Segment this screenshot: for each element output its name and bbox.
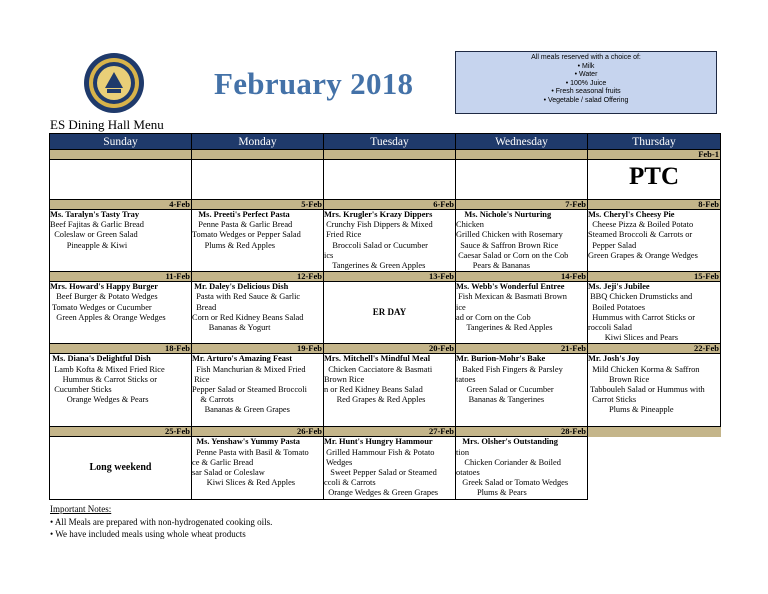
- menu-cell: [324, 354, 456, 427]
- important-notes: [50, 503, 272, 541]
- menu-subtitle: ES Dining Hall Menu: [50, 117, 164, 132]
- special-day-label: Long weekend: [89, 461, 152, 473]
- meal-title: Mrs. Mitchell's Mindful Meal: [324, 354, 431, 364]
- meal-item: Bananas & Yogurt: [192, 323, 271, 333]
- date-label: 11-Feb: [50, 272, 192, 282]
- meal-item: Green Apples & Orange Wedges: [50, 312, 166, 322]
- beverage-note-line: • Water: [574, 71, 598, 79]
- menu-cell: [324, 210, 456, 272]
- meal-item: Hummus & Carrot Sticks or: [50, 374, 158, 384]
- beverage-note-line: • Fresh seasonal fruits: [551, 88, 621, 96]
- meal-item: Sauce & Saffron Brown Rice: [456, 240, 559, 250]
- meal-item: Greek Salad or Tomato Wedges: [456, 478, 569, 488]
- date-label: 22-Feb: [588, 344, 721, 354]
- meal-item: Pepper Salad or Steamed Broccoli: [192, 385, 307, 395]
- menu-cell: [192, 354, 324, 427]
- meal-item: Green Grapes & Orange Wedges: [588, 250, 698, 260]
- meal-item: ics: [324, 250, 334, 260]
- meal-item: Crunchy Fish Dippers & Mixed: [324, 220, 433, 230]
- menu-cell: [456, 210, 588, 272]
- meal-title: Mr. Daley's Delicious Dish: [192, 282, 289, 292]
- meal-item: Kiwi Slices & Red Apples: [192, 478, 296, 488]
- date-label: 5-Feb: [192, 200, 324, 210]
- meal-title: Mrs. Howard's Happy Burger: [50, 282, 158, 292]
- menu-row: [50, 282, 721, 344]
- menu-cell: [192, 210, 324, 272]
- menu-cell: [192, 160, 324, 200]
- meal-item: Sweet Pepper Salad or Steamed: [324, 468, 437, 478]
- meal-item: Fish Manchurian & Mixed Fried: [192, 364, 306, 374]
- meal-item: Beef Burger & Potato Wedges: [50, 292, 158, 302]
- meal-item: BBQ Chicken Drumsticks and: [588, 292, 693, 302]
- meal-item: ccoli & Carrots: [324, 478, 376, 488]
- meal-item: Beef Fajitas & Garlic Bread: [50, 220, 144, 230]
- menu-calendar: [49, 133, 721, 500]
- meal-item: Kiwi Slices and Pears: [588, 333, 679, 343]
- meal-item: Plums & Pineapple: [588, 405, 674, 415]
- date-row: [50, 200, 721, 210]
- date-label: 14-Feb: [456, 272, 588, 282]
- empty-cell: [588, 437, 721, 499]
- beverage-note-line: All meals reserved with a choice of:: [531, 54, 641, 61]
- meal-item: Chicken Coriander & Boiled: [456, 457, 561, 467]
- meal-item: Green Salad or Cucumber: [456, 385, 554, 395]
- meal-item: roccoli Salad: [588, 323, 632, 333]
- meal-item: Pasta with Red Sauce & Garlic: [192, 292, 301, 302]
- meal-item: Grilled Hammour Fish & Potato: [324, 447, 435, 457]
- meal-item: Grilled Chicken with Rosemary: [456, 230, 563, 240]
- meal-item: Pears & Bananas: [456, 261, 530, 271]
- meal-item: Tomato Wedges or Cucumber: [50, 302, 152, 312]
- meal-item: Wedges: [324, 457, 353, 467]
- meal-item: Orange Wedges & Green Grapes: [324, 488, 439, 498]
- meal-item: Bananas & Green Grapes: [192, 405, 290, 415]
- meal-item: Tomato Wedges or Pepper Salad: [192, 230, 301, 240]
- menu-cell: [456, 282, 588, 344]
- meal-item: Broccoli Salad or Cucumber: [324, 240, 428, 250]
- date-label: 7-Feb: [456, 200, 588, 210]
- meal-item: Tangerines & Green Apples: [324, 261, 426, 271]
- menu-row: [50, 210, 721, 272]
- meal-item: Plums & Red Apples: [192, 240, 276, 250]
- special-day-cell: [588, 160, 721, 200]
- menu-cell: [50, 282, 192, 344]
- menu-cell: [588, 354, 721, 427]
- menu-row: [50, 354, 721, 427]
- menu-cell: [50, 354, 192, 427]
- menu-cell: [456, 437, 588, 499]
- meal-item: ad or Corn on the Cob: [456, 312, 531, 322]
- meal-title: Mr. Arturo's Amazing Feast: [192, 354, 293, 364]
- date-label: 8-Feb: [588, 200, 721, 210]
- menu-cell: [50, 160, 192, 200]
- weekday-header-tuesday: Tuesday: [324, 134, 456, 150]
- date-label: 19-Feb: [192, 344, 324, 354]
- meal-item: Cucumber Sticks: [50, 385, 112, 395]
- meal-item: Pepper Salad: [588, 240, 637, 250]
- meal-title: Ms. Nichole's Nurturing: [456, 210, 552, 219]
- meal-item: Carrot Sticks: [588, 395, 637, 405]
- date-label: Feb-1: [588, 150, 721, 160]
- weekday-header-thursday: Thursday: [588, 134, 721, 150]
- meal-item: n or Red Kidney Beans Salad: [324, 385, 423, 395]
- date-label: 21-Feb: [456, 344, 588, 354]
- date-row: [50, 150, 721, 160]
- meal-item: Brown Rice: [588, 374, 650, 384]
- meal-title: Ms. Webb's Wonderful Entree: [456, 282, 565, 292]
- notes-heading: Important Notes:: [50, 504, 112, 514]
- meal-title: Mrs. Krugler's Krazy Dippers: [324, 210, 433, 219]
- date-label: 28-Feb: [456, 427, 588, 437]
- meal-item: Chicken: [456, 220, 484, 230]
- weekday-header-row: [50, 134, 721, 150]
- menu-cell: [456, 354, 588, 427]
- date-label: 12-Feb: [192, 272, 324, 282]
- date-label: 26-Feb: [192, 427, 324, 437]
- date-label: 18-Feb: [50, 344, 192, 354]
- meal-item: Mild Chicken Korma & Saffron: [588, 364, 700, 374]
- meal-item: Bananas & Tangerines: [456, 395, 545, 405]
- meal-item: Tabbouleh Salad or Hummus with: [588, 385, 705, 395]
- meal-item: Bread: [192, 302, 217, 312]
- menu-cell: [324, 437, 456, 499]
- meal-item: Steamed Broccoli & Carrots or: [588, 230, 693, 240]
- special-day-label: ER DAY: [372, 307, 407, 318]
- meal-item: Penne Pasta with Basil & Tomato: [192, 447, 309, 457]
- meal-title: Ms. Taralyn's Tasty Tray: [50, 210, 140, 219]
- meal-title: Ms. Diana's Delightful Dish: [50, 354, 151, 364]
- school-seal-logo: [83, 52, 145, 114]
- date-label: 15-Feb: [588, 272, 721, 282]
- meal-title: Mrs. Olsher's Outstanding: [456, 437, 558, 447]
- note-item: • We have included meals using whole wheat products: [50, 529, 246, 539]
- special-day-cell: [50, 437, 192, 499]
- date-row: [50, 427, 721, 437]
- meal-title: Ms. Preeti's Perfect Pasta: [192, 210, 290, 219]
- note-item: • All Meals are prepared with non-hydrogenated cooking oils.: [50, 516, 273, 527]
- meal-item: otatoes: [456, 468, 480, 478]
- weekday-header-sunday: Sunday: [50, 134, 192, 150]
- meal-item: Brown Rice: [324, 374, 365, 384]
- menu-cell: [192, 282, 324, 344]
- weekday-header-monday: Monday: [192, 134, 324, 150]
- meal-item: Plums & Pears: [456, 488, 527, 498]
- date-label: 4-Feb: [50, 200, 192, 210]
- meal-item: Tangerines & Red Apples: [456, 323, 553, 333]
- meal-item: sar Salad or Coleslaw: [192, 468, 265, 478]
- meal-title: Ms. Cheryl's Cheesy Pie: [588, 210, 675, 219]
- meal-item: Rice: [192, 374, 210, 384]
- meal-item: Caesar Salad or Corn on the Cob: [456, 250, 569, 260]
- meal-item: & Carrots: [192, 395, 234, 405]
- weekday-header-wednesday: Wednesday: [456, 134, 588, 150]
- date-label: 6-Feb: [324, 200, 456, 210]
- date-row: [50, 272, 721, 282]
- special-day-cell: [324, 282, 456, 344]
- special-day-label: PTC: [629, 162, 679, 190]
- meal-item: Hummus with Carrot Sticks or: [588, 312, 696, 322]
- meal-item: Cheese Pizza & Boiled Potato: [588, 220, 694, 230]
- meal-item: Coleslaw or Green Salad: [50, 230, 138, 240]
- date-label: 25-Feb: [50, 427, 192, 437]
- meal-item: Orange Wedges & Pears: [50, 395, 149, 405]
- meal-item: Penne Pasta & Garlic Bread: [192, 220, 293, 230]
- beverage-note-box: [455, 51, 717, 114]
- beverage-note-line: • Milk: [577, 62, 595, 70]
- menu-row: [50, 160, 721, 200]
- menu-cell: [456, 160, 588, 200]
- menu-cell: [192, 437, 324, 499]
- date-label: [456, 150, 588, 160]
- meal-title: Mr. Josh's Joy: [588, 354, 640, 364]
- meal-item: Fried Rice: [324, 230, 362, 240]
- meal-item: Lamb Kofta & Mixed Fried Rice: [50, 364, 165, 374]
- meal-item: Pineapple & Kiwi: [50, 240, 128, 250]
- menu-cell: [588, 210, 721, 272]
- date-label: 13-Feb: [324, 272, 456, 282]
- meal-item: tatoes: [456, 374, 476, 384]
- page-title: February 2018: [214, 66, 414, 101]
- meal-item: Chicken Cacciatore & Basmati: [324, 364, 433, 374]
- date-row: [50, 344, 721, 354]
- meal-title: Ms. Yenshaw's Yummy Pasta: [192, 437, 300, 447]
- meal-title: Ms. Jeji's Jubilee: [588, 282, 650, 292]
- meal-title: Mr. Hunt's Hungry Hammour: [324, 437, 433, 447]
- meal-item: ce & Garlic Bread: [192, 457, 254, 467]
- date-label: [192, 150, 324, 160]
- date-label: [324, 150, 456, 160]
- menu-row: [50, 437, 721, 499]
- date-label: 20-Feb: [324, 344, 456, 354]
- meal-title: Mr. Burion-Mohr's Bake: [456, 354, 546, 364]
- beverage-note-line: • 100% Juice: [565, 79, 607, 87]
- meal-item: Boiled Potatoes: [588, 302, 645, 312]
- beverage-note-line: • Vegetable / salad Offering: [543, 96, 629, 104]
- menu-cell: [324, 160, 456, 200]
- date-label: [588, 427, 721, 437]
- meal-item: Fish Mexican & Basmati Brown: [456, 292, 567, 302]
- menu-cell: [588, 282, 721, 344]
- meal-item: tion: [456, 447, 470, 457]
- date-label: [50, 150, 192, 160]
- meal-item: Corn or Red Kidney Beans Salad: [192, 312, 304, 322]
- meal-item: ice: [456, 302, 466, 312]
- menu-cell: [50, 210, 192, 272]
- meal-item: Baked Fish Fingers & Parsley: [456, 364, 563, 374]
- date-label: 27-Feb: [324, 427, 456, 437]
- meal-item: Red Grapes & Red Apples: [324, 395, 426, 405]
